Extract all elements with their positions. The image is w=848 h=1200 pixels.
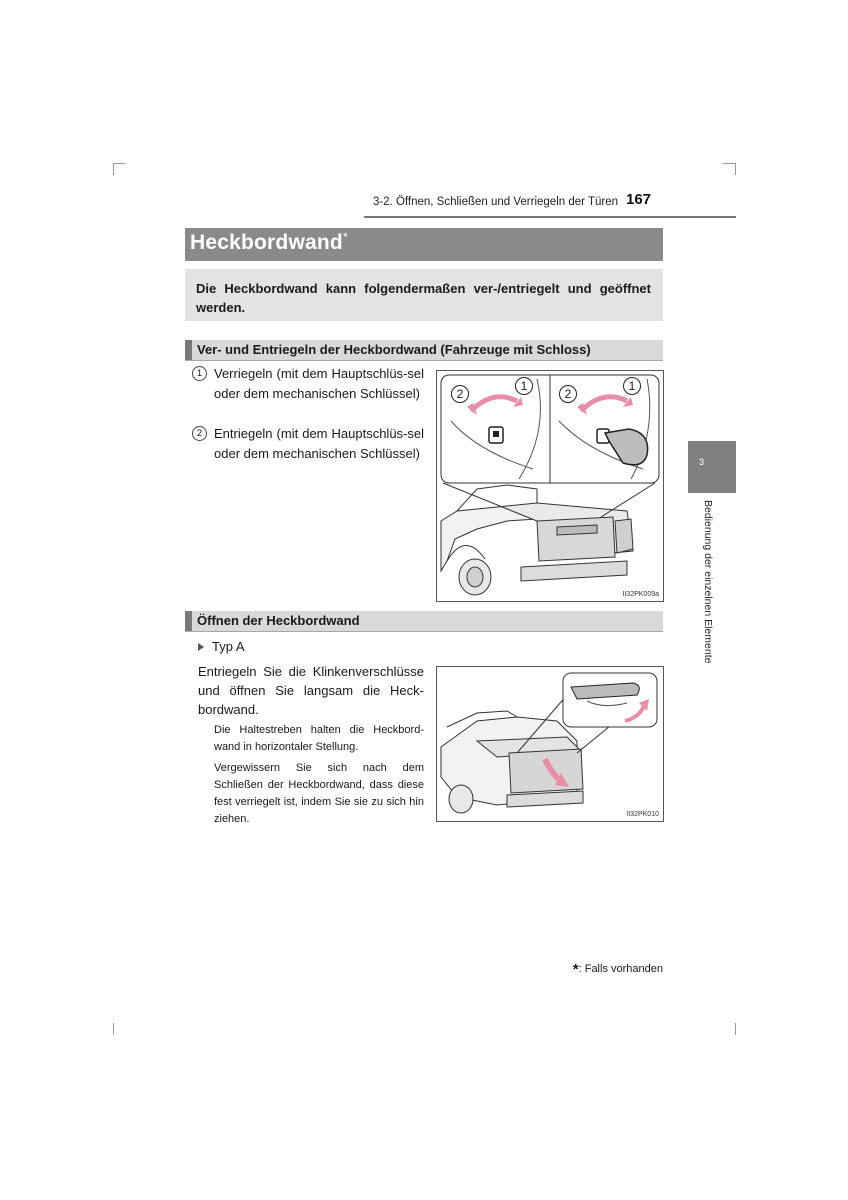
running-header: 3-2. Öffnen, Schließen und Verriegeln der Türen: [372, 196, 618, 208]
chapter-tab-number: 3: [699, 457, 705, 467]
footnote: [560, 961, 663, 978]
figure-code: II32PK009a: [622, 591, 659, 598]
callout-1-left: 1: [515, 377, 533, 395]
crop-mark-top-left-h: [113, 163, 125, 164]
list-item-lock: [192, 364, 424, 404]
chapter-tab[interactable]: [688, 441, 736, 493]
intro-box: [185, 269, 663, 321]
figure-key-lock-illustration: [437, 371, 663, 601]
list-item-unlock: [192, 424, 424, 464]
callout-1-right: 1: [623, 377, 641, 395]
intro-text: Die Heckbordwand kann folgendermaßen ver-/entriegelt und geöffnet werden.: [196, 281, 651, 315]
header-rule: [364, 216, 736, 218]
crop-mark-top-right-h: [723, 163, 735, 164]
section-heading-lock-text: Ver- und Entriegeln der Heckbordwand (Fahrzeuge mit Schloss): [197, 342, 591, 357]
note-check-locked: Vergewissern Sie sich nach dem Schließen der Heckbordwand, dass diese fest verriegelt ist, indem Sie sie zu sich hin ziehen.: [214, 762, 424, 825]
crop-mark-bottom-left-v: [113, 1023, 114, 1035]
page-title-bar: [185, 228, 663, 261]
open-instruction: Entriegeln Sie die Klinkenverschlüsse und öffnen Sie langsam die Heck-bordwand.: [198, 664, 424, 717]
crop-mark-top-left-v: [113, 163, 114, 175]
crop-mark-top-right-v: [735, 163, 736, 175]
figure-key-lock: [436, 370, 664, 602]
list-item-unlock-text: Entriegeln (mit dem Hauptschlüs-sel oder dem mechanischen Schlüssel): [214, 426, 424, 461]
page-title-text: Heckbordwand: [190, 231, 343, 254]
triangle-bullet-icon: [198, 643, 204, 651]
chapter-side-label: [702, 500, 716, 690]
page-title: [190, 231, 348, 255]
chapter-side-label-text: Bedienung der einzelnen Elemente: [702, 500, 714, 664]
figure-tailgate-open-illustration: [437, 667, 663, 821]
footnote-text: : Falls vorhanden: [578, 963, 663, 975]
type-label-text: Typ A: [212, 639, 245, 654]
footnote-mark: *: [572, 961, 579, 978]
section-heading-lock: [185, 340, 663, 361]
figure-code-2: II32PK010: [626, 811, 659, 818]
callout-2-left: 2: [451, 385, 469, 403]
type-label: [198, 639, 245, 654]
crop-mark-bottom-right-v: [735, 1023, 736, 1035]
number-circle-1: 1: [192, 366, 207, 381]
number-circle-2: 2: [192, 426, 207, 441]
figure-tailgate-open: [436, 666, 664, 822]
page-number: 167: [626, 191, 652, 208]
title-footnote-mark: *: [342, 230, 348, 244]
list-item-lock-text: Verriegeln (mit dem Hauptschlüs-sel oder dem mechanischen Schlüssel): [214, 366, 424, 401]
callout-2-right: 2: [559, 385, 577, 403]
note-support-struts: Die Haltestreben halten die Heckbord-wand in horizontaler Stellung.: [214, 724, 424, 753]
section-heading-open: [185, 611, 663, 632]
section-heading-open-text: Öffnen der Heckbordwand: [197, 613, 360, 628]
